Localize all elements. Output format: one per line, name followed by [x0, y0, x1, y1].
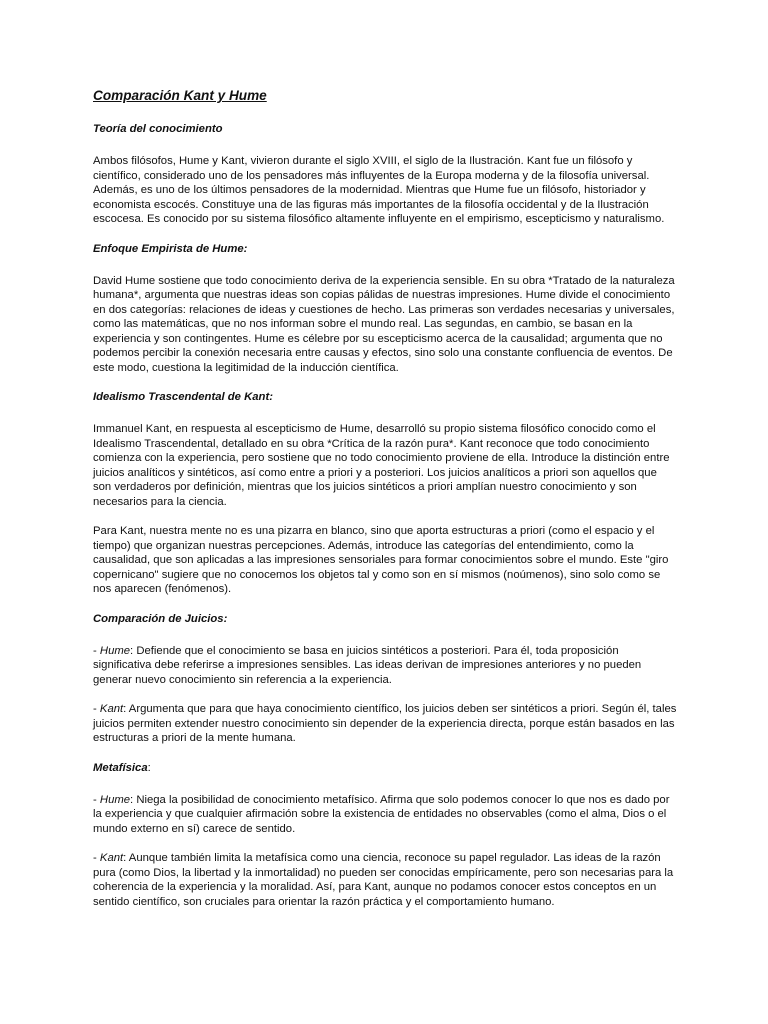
document-page	[93, 86, 677, 924]
judgments-kant-label: Kant	[99, 703, 124, 715]
metaphysics-kant-paragraph	[93, 851, 677, 909]
metaphysics-hume-paragraph	[93, 793, 677, 837]
judgments-hume-label: Hume	[99, 644, 131, 657]
metaphysics-heading-colon: :	[147, 761, 151, 774]
bullet-prefix: -	[93, 852, 100, 864]
metaphysics-hume-text: : Niega la posibilidad de conocimiento metafísico. Afirma que solo podemos conocer lo que nos es dado por la experiencia y que cualquier afirmación sobre la existencia de entidades no observables (como el alma, Dios o el mundo externo en sí) carece de sentido.	[93, 793, 670, 835]
kant-heading: Idealismo Trascendental de Kant:	[93, 391, 273, 403]
metaphysics-kant-text: : Aunque también limita la metafísica como una ciencia, reconoce su papel regulador. Las ideas de la razón pura (como Dios, la libertad y la inmortalidad) no pueden ser conocidas empíricamente, pero son necesarias para la coherencia de la experiencia y la moralidad. Así, para Kant, aunque no podamos conocer estos conceptos en un sentido científico, son cruciales para orientar la razón práctica y el comportamiento humano.	[93, 852, 674, 908]
bullet-prefix: -	[93, 644, 100, 657]
metaphysics-heading-label: Metafísica	[93, 761, 148, 774]
judgments-heading: Comparación de Juicios:	[93, 612, 228, 625]
judgments-hume-text: : Defiende que el conocimiento se basa en juicios sintéticos a posteriori. Para él, toda proposición significativa debe referirse a impresiones sensibles. Las ideas derivan de impresiones anteriores y no pueden generar nuevo conocimiento sin referencia a la experiencia.	[93, 644, 642, 686]
metaphysics-kant-label: Kant	[99, 852, 124, 864]
metaphysics-heading	[93, 761, 677, 776]
bullet-prefix: -	[93, 793, 100, 806]
judgments-kant-paragraph	[93, 702, 677, 746]
judgments-kant-text: : Argumenta que para que haya conocimiento científico, los juicios deben ser sintéticos a priori. Según él, tales juicios permiten extender nuestro conocimiento sin depender de la experiencia directa, porque están basados en las estructuras a priori de la mente humana.	[93, 703, 677, 744]
judgments-hume-paragraph	[93, 644, 677, 688]
theory-heading: Teoría del conocimiento	[93, 123, 223, 135]
intro-paragraph: Ambos filósofos, Hume y Kant, vivieron durante el siglo XVIII, el siglo de la Ilustración. Kant fue un filósofo y científico, considerado uno de los pensadores más influyentes de la Europa moderna y de la filosofía universal. Además, es uno de los últimos pensadores de la modernidad. Mientras que Hume fue un filósofo, historiador y economista escocés. Constituye una de las figuras más importantes de la filosofía occidental y de la Ilustración escocesa. Es conocido por su sistema filosófico altamente influyente en el empirismo, escepticismo y naturalismo.	[93, 155, 665, 225]
bullet-prefix: -	[93, 703, 100, 715]
kant-paragraph-1: Immanuel Kant, en respuesta al escepticismo de Hume, desarrolló su propio sistema filosófico conocido como el Idealismo Trascendental, detallado en su obra *Crítica de la razón pura*. Kant reconoce que todo conocimiento comienza con la experiencia, pero sostiene que no todo conocimiento proviene de ella. Introduce la distinción entre juicios analíticos y sintéticos, así como entre a priori y a posteriori. Los juicios analíticos a priori son aquellos que son verdaderos por definición, mientras que los juicios sintéticos a priori amplían nuestro conocimiento y son necesarios para la ciencia.	[93, 423, 670, 508]
kant-paragraph-2: Para Kant, nuestra mente no es una pizarra en blanco, sino que aporta estructuras a priori (como el espacio y el tiempo) que organizan nuestras percepciones. Además, introduce las categorías del entendimiento, como la causalidad, que son aplicadas a las impresiones sensoriales para formar conocimientos sobre el mundo. Este "giro copernicano" sugiere que no conocemos los objetos tal y como son en sí mismos (noúmenos), sino solo como se nos aparecen (fenómenos).	[93, 525, 669, 595]
hume-heading: Enfoque Empirista de Hume:	[93, 242, 248, 255]
metaphysics-hume-label: Hume	[99, 793, 131, 806]
document-title: Comparación Kant y Hume	[93, 88, 267, 103]
hume-paragraph: David Hume sostiene que todo conocimiento deriva de la experiencia sensible. En su obra *Tratado de la naturaleza humana*, argumenta que nuestras ideas son copias pálidas de nuestras impresiones. Hume divide el conocimiento en dos categorías: relaciones de ideas y cuestiones de hecho. Las primeras son verdades necesarias y universales, como las matemáticas, que no nos informan sobre el mundo real. Las segundas, en cambio, se basan en la experiencia y son contingentes. Hume es célebre por su escepticismo acerca de la causalidad; argumenta que no podemos percibir la conexión necesaria entre causas y efectos, sino solo una constante confluencia de eventos. De este modo, cuestiona la legitimidad de la inducción científica.	[93, 274, 675, 374]
